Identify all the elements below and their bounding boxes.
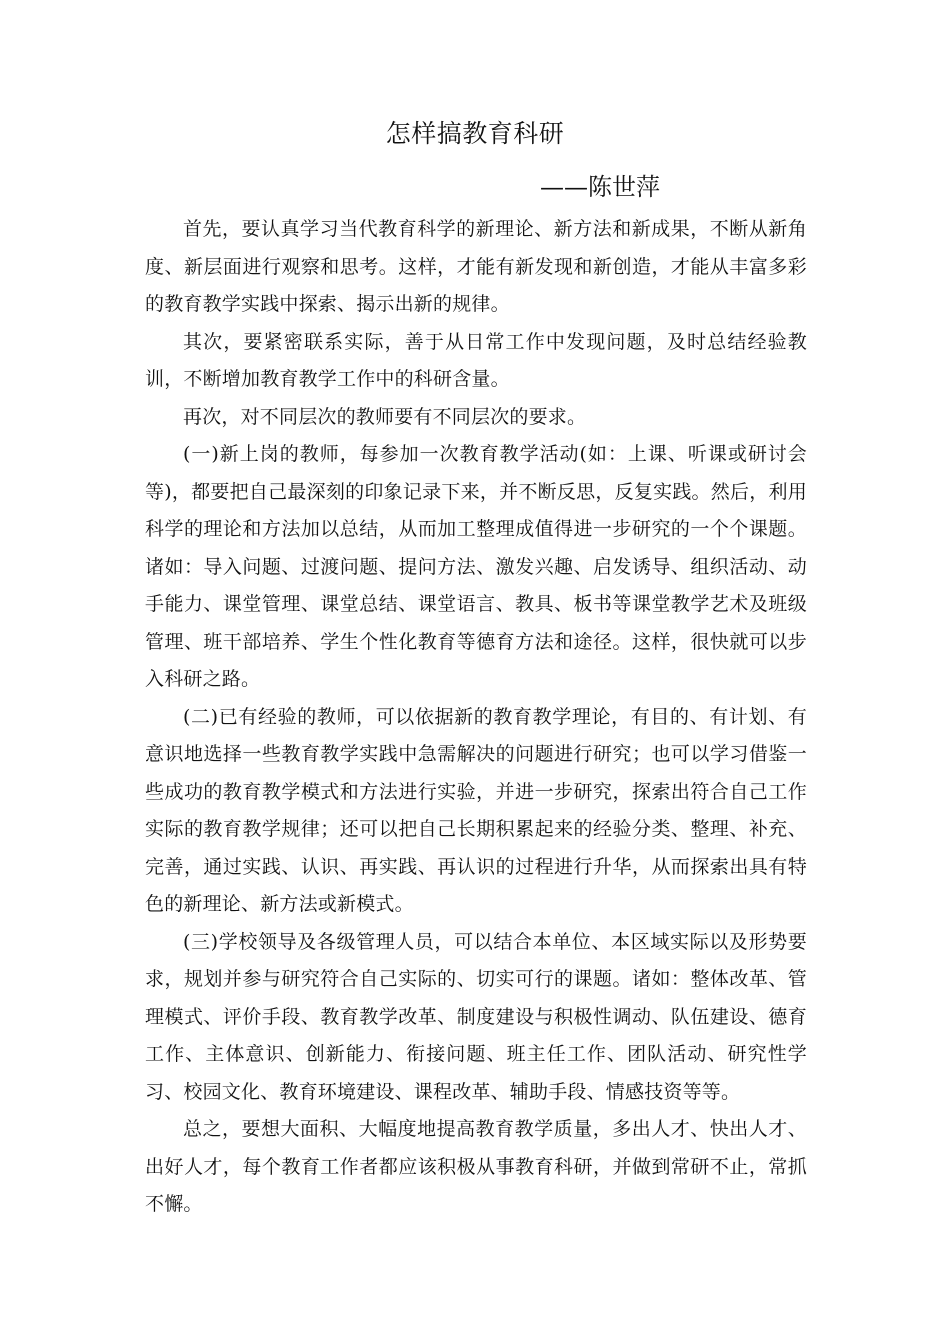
paragraph-second: 其次，要紧密联系实际，善于从日常工作中发现问题，及时总结经验教训，不断增加教育教学工作中的科研含量。	[145, 330, 807, 390]
paragraph-item-2: (二)已有经验的教师，可以依据新的教育教学理论，有目的、有计划、有意识地选择一些教育教学实践中急需解决的问题进行研究；也可以学习借鉴一些成功的教育教学模式和方法进行实验，并进一步研究，探索出符合自己工作实际的教育教学规律；还可以把自己长期积累起来的经验分类、整理、补充、完善，通过实践、认识、再实践、再认识的过程进行升华，从而探索出具有特色的新理论、新方法或新模式。	[145, 705, 807, 915]
paragraph-item-3: (三)学校领导及各级管理人员，可以结合本单位、本区域实际以及形势要求，规划并参与研究符合自己实际的、切实可行的课题。诸如：整体改革、管理模式、评价手段、教育教学改革、制度建设与积极性调动、队伍建设、德育工作、主体意识、创新能力、衔接问题、班主任工作、团队活动、研究性学习、校园文化、教育环境建设、课程改革、辅助手段、情感技资等等。	[145, 930, 807, 1103]
paragraph-intro: 首先，要认真学习当代教育科学的新理论、新方法和新成果，不断从新角度、新层面进行观察和思考。这样，才能有新发现和新创造，才能从丰富多彩的教育教学实践中探索、揭示出新的规律。	[145, 218, 807, 315]
document-title: 怎样搞教育科研	[385, 119, 565, 148]
paragraph-conclusion: 总之，要想大面积、大幅度地提高教育教学质量，多出人才、快出人才、出好人才，每个教育工作者都应该积极从事教育科研，并做到常研不止，常抓不懈。	[145, 1118, 807, 1215]
paragraph-third: 再次，对不同层次的教师要有不同层次的要求。	[183, 405, 587, 428]
document-body	[145, 211, 807, 1224]
document-author: ——陈世萍	[540, 173, 660, 201]
paragraph-item-1: (一)新上岗的教师，每参加一次教育教学活动(如：上课、听课或研讨会等)，都要把自己最深刻的印象记录下来，并不断反思，反复实践。然后，利用科学的理论和方法加以总结，从而加工整理成值得进一步研究的一个个课题。诸如：导入问题、过渡问题、提问方法、激发兴趣、启发诱导、组织活动、动手能力、课堂管理、课堂总结、课堂语言、教具、板书等课堂教学艺术及班级管理、班干部培养、学生个性化教育等德育方法和途径。这样，很快就可以步入科研之路。	[145, 443, 807, 690]
